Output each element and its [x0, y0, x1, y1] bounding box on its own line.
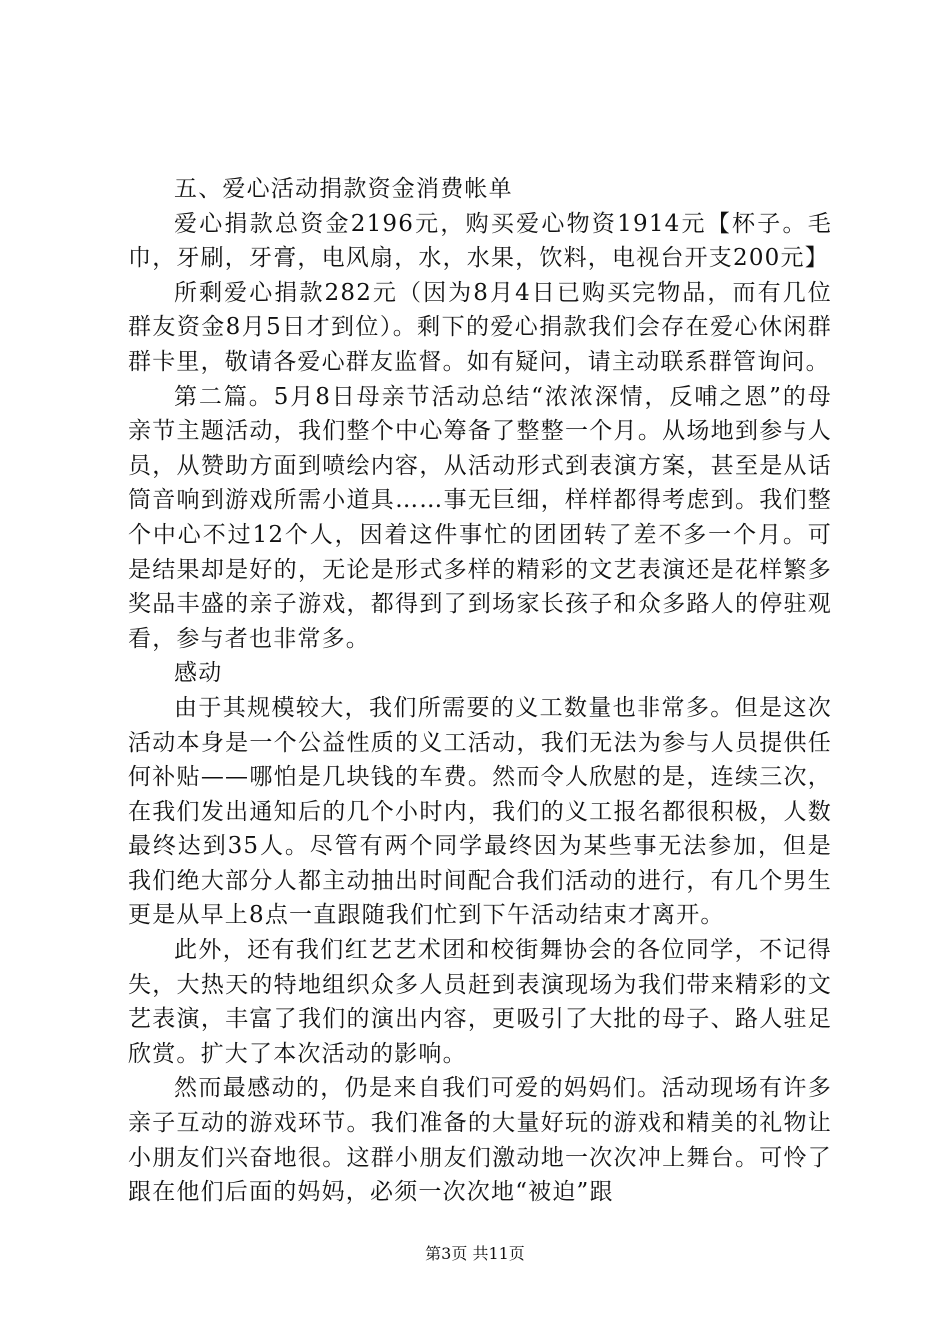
- paragraph-mothers: 然而最感动的，仍是来自我们可爱的妈妈们。活动现场有许多亲子互动的游戏环节。我们准备的大量好玩的游戏和精美的礼物让小朋友们兴奋地很。这群小朋友们激动地一次次冲上舞台。可怜了跟在他们后面的妈妈，必须一次次地“被迫”跟: [128, 1075, 832, 1206]
- paragraph-remaining-donation: 所剩爱心捐款282元（因为8月4日已购买完物品，而有几位群友资金8月5日才到位）。剩下的爱心捐款我们会存在爱心休闲群群卡里，敬请各爱心群友监督。如有疑问，请主动联系群管询问。: [128, 279, 832, 375]
- subheading-touched: 感动: [174, 660, 223, 687]
- document-body: [128, 172, 832, 1210]
- paragraph-art-troupe: 此外，还有我们红艺艺术团和校街舞协会的各位同学，不记得失，大热天的特地组织众多人员赶到表演现场为我们带来精彩的文艺表演，丰富了我们的演出内容，更吸引了大批的母子、路人驻足欣赏。扩大了本次活动的影响。: [128, 937, 832, 1067]
- paragraph-volunteers: 由于其规模较大，我们所需要的义工数量也非常多。但是这次活动本身是一个公益性质的义工活动，我们无法为参与人员提供任何补贴——哪怕是几块钱的车费。然而令人欣慰的是，连续三次，在我们发出通知后的几个小时内，我们的义工报名都很积极，人数最终达到35人。尽管有两个同学最终因为某些事无法参加，但是我们绝大部分人都主动抽出时间配合我们活动的进行，有几个男生更是从早上8点一直跟随我们忙到下午活动结束才离开。: [128, 694, 832, 929]
- paragraph-donation-total: 爱心捐款总资金2196元，购买爱心物资1914元【杯子。毛巾，牙刷，牙膏，电风扇，水，水果，饮料，电视台开支200元】: [128, 210, 832, 272]
- section-heading: 五、爱心活动捐款资金消费帐单: [174, 176, 513, 202]
- paragraph-mothers-day-summary: 第二篇。5月8日母亲节活动总结“浓浓深情，反哺之恩”的母亲节主题活动，我们整个中心筹备了整整一个月。从场地到参与人员，从赞助方面到喷绘内容，从活动形式到表演方案，甚至是从话筒音响到游戏所需小道具……事无巨细，样样都得考虑到。我们整个中心不过12个人，因着这件事忙的团团转了差不多一个月。可是结果却是好的，无论是形式多样的精彩的文艺表演还是花样繁多奖品丰盛的亲子游戏，都得到了到场家长孩子和众多路人的停驻观看，参与者也非常多。: [128, 383, 832, 652]
- page-number-footer: 第3页 共11页: [425, 1244, 525, 1263]
